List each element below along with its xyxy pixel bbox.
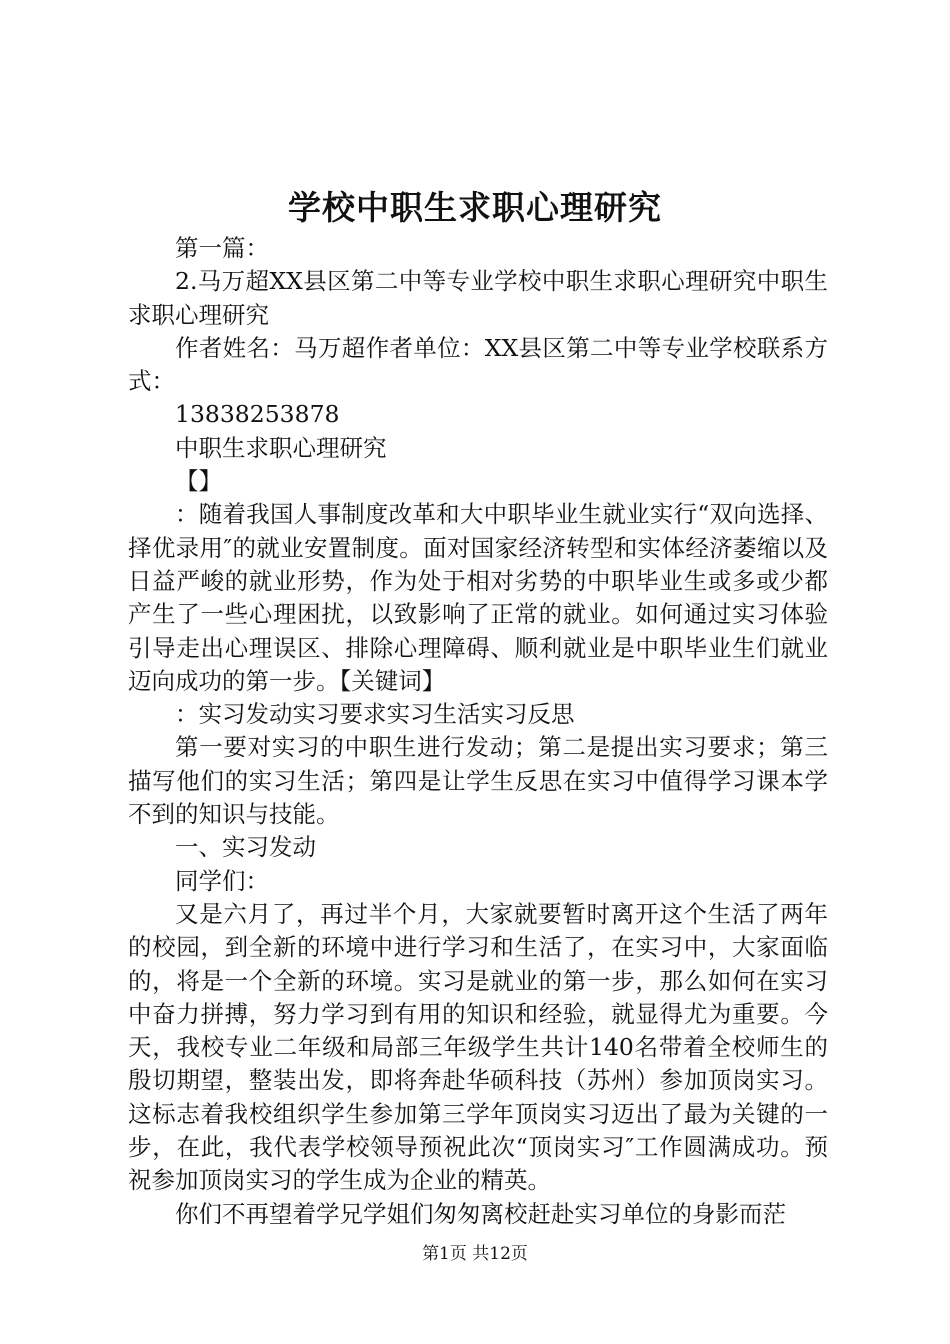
paragraph: 一、实习发动	[175, 833, 316, 862]
paragraph: 作者姓名：马万超作者单位：XX县区第二中等专业学校联系方式：	[128, 333, 828, 396]
paragraph: ：随着我国人事制度改革和大中职毕业生就业实行“双向选择、择优录用″的就业安置制度。面对国家经济转型和实体经济萎缩以及日益严峻的就业形势，作为处于相对劣势的中职毕业生或多或少都产生了一些心理困扰，以致影响了正常的就业。如何通过实习体验引导走出心理误区、排除心理障碍、顺利就业是中职毕业生们就业迈向成功的第一步。【关键词】	[128, 500, 828, 695]
paragraph: 2.马万超XX县区第二中等专业学校中职生求职心理研究中职生求职心理研究	[128, 267, 828, 329]
paragraph: 第一要对实习的中职生进行发动；第二是提出实习要求；第三描写他们的实习生活；第四是让学生反思在实习中值得学习课本学不到的知识与技能。	[128, 733, 828, 829]
paragraph: 你们不再望着学兄学姐们匆匆离校赶赴实习单位的身影而茫	[175, 1199, 786, 1228]
document-body	[128, 232, 828, 1231]
paragraph: 第一篇：	[175, 234, 269, 262]
paragraph: 13838253878	[175, 400, 340, 429]
document-title: 学校中职生求职心理研究	[288, 188, 662, 227]
paragraph: 【】	[175, 467, 222, 496]
paragraph: 中职生求职心理研究	[175, 433, 387, 462]
page-footer: 第1页 共12页	[422, 1244, 528, 1264]
paragraph: ：实习发动实习要求实习生活实习反思	[175, 700, 575, 729]
paragraph: 又是六月了，再过半个月，大家就要暂时离开这个生活了两年的校园，到全新的环境中进行学习和生活了，在实习中，大家面临的，将是一个全新的环境。实习是就业的第一步，那么如何在实习中奋力拼搏，努力学习到有用的知识和经验，就显得尤为重要。今天，我校专业二年级和局部三年级学生共计140名带着全校师生的殷切期望，整装出发，即将奔赴华硕科技（苏州）参加顶岗实习。这标志着我校组织学生参加第三学年顶岗实习迈出了最为关键的一步，在此，我代表学校领导预祝此次“顶岗实习″工作圆满成功。预祝参加顶岗实习的学生成为企业的精英。	[128, 899, 828, 1195]
paragraph: 同学们：	[175, 866, 269, 895]
